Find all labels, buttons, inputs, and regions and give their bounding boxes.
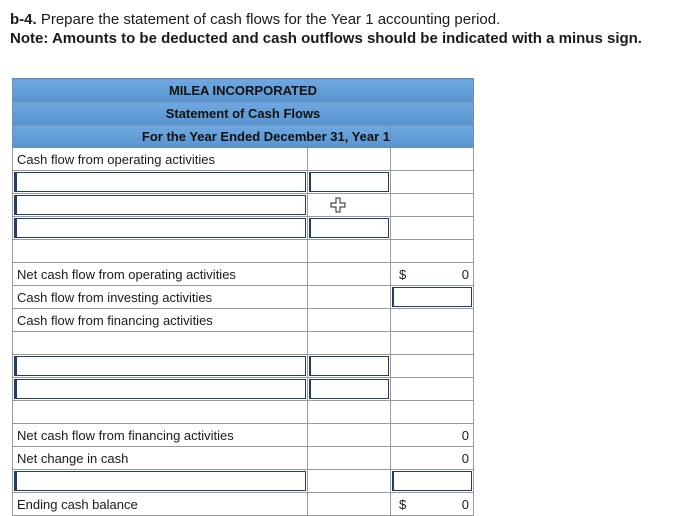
- statement-title: Statement of Cash Flows: [13, 102, 474, 125]
- empty-cell: [391, 401, 474, 424]
- empty-cell: [308, 401, 391, 424]
- header-row-company: [13, 79, 474, 102]
- empty-cell: [308, 470, 391, 493]
- table-row: [13, 470, 474, 493]
- amount-cell: [308, 171, 391, 194]
- currency-symbol: $: [399, 496, 407, 512]
- table-row: [13, 286, 474, 309]
- table-row: [13, 355, 474, 378]
- empty-cell: [13, 332, 308, 355]
- label-cell: [13, 378, 308, 401]
- beginning-cash-amount-input[interactable]: [392, 471, 472, 491]
- empty-cell: [308, 309, 391, 332]
- empty-cell: [308, 148, 391, 171]
- beginning-cash-label-input[interactable]: [14, 471, 306, 491]
- company-name: MILEA INCORPORATED: [13, 79, 474, 102]
- empty-cell: [391, 309, 474, 332]
- table-row: [13, 424, 474, 447]
- net-financing-label: Net cash flow from financing activities: [13, 424, 308, 447]
- operating-item-1-label-input[interactable]: [14, 172, 306, 192]
- header-row-period: [13, 125, 474, 148]
- net-operating-value: 0: [461, 266, 469, 282]
- empty-cell: [308, 424, 391, 447]
- part-label: b-4.: [10, 11, 37, 28]
- currency-symbol: $: [399, 266, 407, 282]
- empty-cell: [391, 378, 474, 401]
- net-operating-amount-cell: [391, 263, 474, 286]
- table-row: [13, 240, 474, 263]
- table-row: [13, 447, 474, 470]
- table-row: [13, 171, 474, 194]
- operating-item-3-label-input[interactable]: [14, 218, 306, 238]
- financing-item-1-label-input[interactable]: [14, 356, 306, 376]
- empty-cell: [308, 332, 391, 355]
- table-row: [13, 493, 474, 516]
- empty-cell: [391, 148, 474, 171]
- empty-cell: [308, 447, 391, 470]
- instructions: [10, 10, 690, 48]
- label-cell: [13, 217, 308, 240]
- empty-cell: [308, 286, 391, 309]
- move-cursor-icon: [330, 197, 344, 211]
- label-cell: [13, 194, 308, 217]
- empty-cell: [391, 355, 474, 378]
- amount-cell: [308, 194, 391, 217]
- instruction-note: Note: Amounts to be deducted and cash outflows should be indicated with a minus sign.: [10, 30, 642, 47]
- financing-header-label: Cash flow from financing activities: [13, 309, 308, 332]
- header-blank: [391, 125, 474, 148]
- financing-item-2-amount-input[interactable]: [309, 379, 389, 399]
- ending-cash-amount-cell: [391, 493, 474, 516]
- instruction-line-1: [10, 10, 690, 29]
- empty-cell: [391, 194, 474, 217]
- ending-cash-value: 0: [461, 496, 469, 512]
- operating-item-2-label-input[interactable]: [14, 195, 306, 215]
- operating-item-3-amount-input[interactable]: [309, 218, 389, 238]
- amount-cell: [391, 470, 474, 493]
- financing-item-2-label-input[interactable]: [14, 379, 306, 399]
- table-row: [13, 401, 474, 424]
- header-row-title: [13, 102, 474, 125]
- net-change-label: Net change in cash: [13, 447, 308, 470]
- label-cell: [13, 171, 308, 194]
- table-row: [13, 148, 474, 171]
- statement-period: For the Year Ended December 31, Year 1: [13, 125, 391, 148]
- empty-cell: [391, 332, 474, 355]
- net-change-value: 0: [391, 447, 474, 470]
- amount-cell: [308, 217, 391, 240]
- amount-cell: [308, 378, 391, 401]
- table-row: [13, 194, 474, 217]
- empty-cell: [391, 217, 474, 240]
- operating-header-label: Cash flow from operating activities: [13, 148, 308, 171]
- empty-cell: [308, 263, 391, 286]
- table-row: [13, 309, 474, 332]
- instruction-text: Prepare the statement of cash flows for the Year 1 accounting period.: [36, 11, 501, 28]
- label-cell: [13, 355, 308, 378]
- operating-item-1-amount-input[interactable]: [309, 172, 389, 192]
- empty-cell: [13, 401, 308, 424]
- ending-cash-label: Ending cash balance: [13, 493, 308, 516]
- investing-amount-input[interactable]: [392, 287, 472, 307]
- table-row: [13, 332, 474, 355]
- investing-label: Cash flow from investing activities: [13, 286, 308, 309]
- table-row: [13, 263, 474, 286]
- cash-flow-statement-table: [12, 78, 474, 516]
- amount-cell: [308, 355, 391, 378]
- empty-cell: [308, 240, 391, 263]
- empty-cell: [308, 493, 391, 516]
- financing-item-1-amount-input[interactable]: [309, 356, 389, 376]
- empty-cell: [391, 171, 474, 194]
- table-row: [13, 378, 474, 401]
- net-financing-value: 0: [391, 424, 474, 447]
- empty-cell: [391, 240, 474, 263]
- label-cell: [13, 470, 308, 493]
- table-row: [13, 217, 474, 240]
- amount-cell: [391, 286, 474, 309]
- empty-cell: [13, 240, 308, 263]
- net-operating-label: Net cash flow from operating activities: [13, 263, 308, 286]
